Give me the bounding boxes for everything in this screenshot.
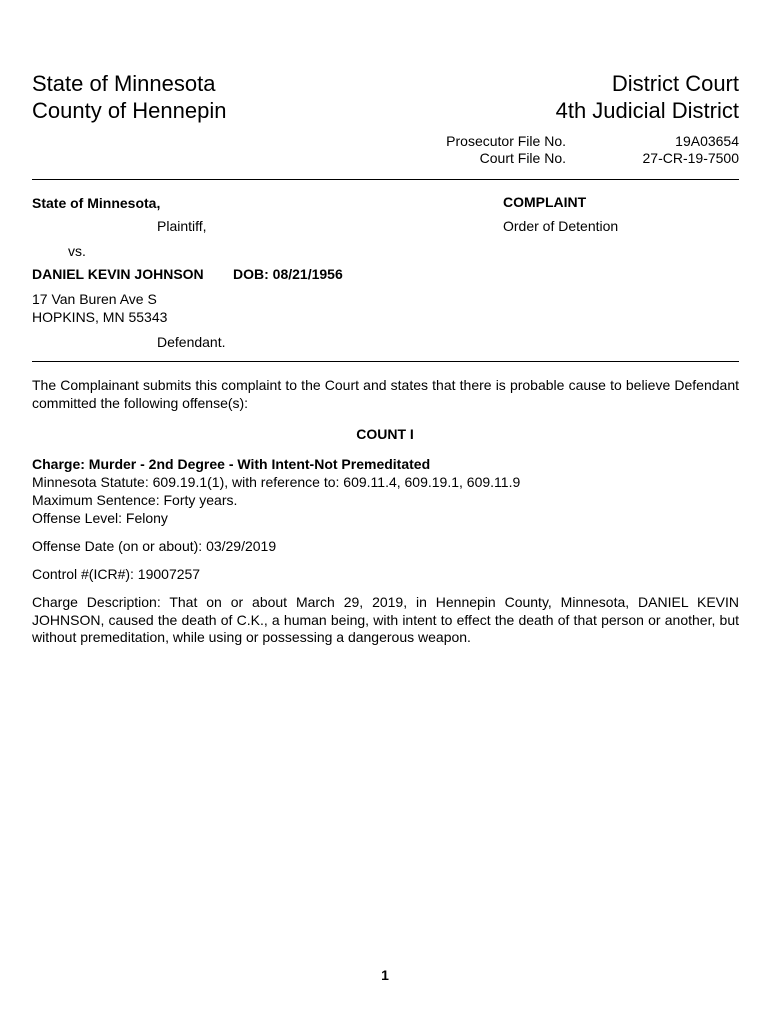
- caption-divider: [32, 361, 739, 362]
- court-heading: District Court: [611, 71, 739, 96]
- charge-title: Charge: Murder - 2nd Degree - With Intent-Not Premeditated: [32, 456, 431, 472]
- defendant-name: DANIEL KEVIN JOHNSON: [32, 266, 204, 282]
- county-heading: County of Hennepin: [32, 98, 227, 123]
- charge-description: Charge Description: That on or about March 29, 2019, in Hennepin County, Minnesota, DANIEL KEVIN JOHNSON, caused the death of C.K., a human being, with intent to effect the death of that person or another, but without premeditation, while using or possessing a dangerous weapon.: [32, 594, 739, 645]
- plaintiff-name: State of Minnesota,: [32, 195, 161, 211]
- defendant-role: Defendant.: [157, 334, 226, 350]
- document-subtype: Order of Detention: [503, 218, 619, 234]
- offense-level-line: Offense Level: Felony: [32, 510, 168, 526]
- count-heading: COUNT I: [356, 426, 414, 442]
- district-heading: 4th Judicial District: [555, 98, 739, 123]
- state-heading: State of Minnesota: [32, 71, 216, 96]
- document-type: COMPLAINT: [503, 194, 587, 210]
- intro-paragraph: The Complainant submits this complaint to the Court and states that there is probable cause to believe Defendant committed the following offense(s):: [32, 377, 739, 411]
- max-sentence-line: Maximum Sentence: Forty years.: [32, 492, 238, 508]
- plaintiff-role: Plaintiff,: [157, 218, 207, 234]
- defendant-dob: DOB: 08/21/1956: [233, 266, 343, 282]
- prosecutor-file-label: Prosecutor File No.: [446, 133, 566, 149]
- header-divider: [32, 179, 739, 180]
- court-file-label: Court File No.: [479, 150, 566, 166]
- court-file-value: 27-CR-19-7500: [642, 150, 739, 166]
- page-number: 1: [381, 967, 389, 983]
- defendant-address-line2: HOPKINS, MN 55343: [32, 309, 168, 325]
- defendant-address-line1: 17 Van Buren Ave S: [32, 291, 157, 307]
- offense-date-line: Offense Date (on or about): 03/29/2019: [32, 538, 277, 554]
- versus-label: vs.: [68, 243, 86, 259]
- prosecutor-file-value: 19A03654: [675, 133, 739, 149]
- control-number-line: Control #(ICR#): 19007257: [32, 566, 201, 582]
- statute-line: Minnesota Statute: 609.19.1(1), with reference to: 609.11.4, 609.19.1, 609.11.9: [32, 474, 521, 490]
